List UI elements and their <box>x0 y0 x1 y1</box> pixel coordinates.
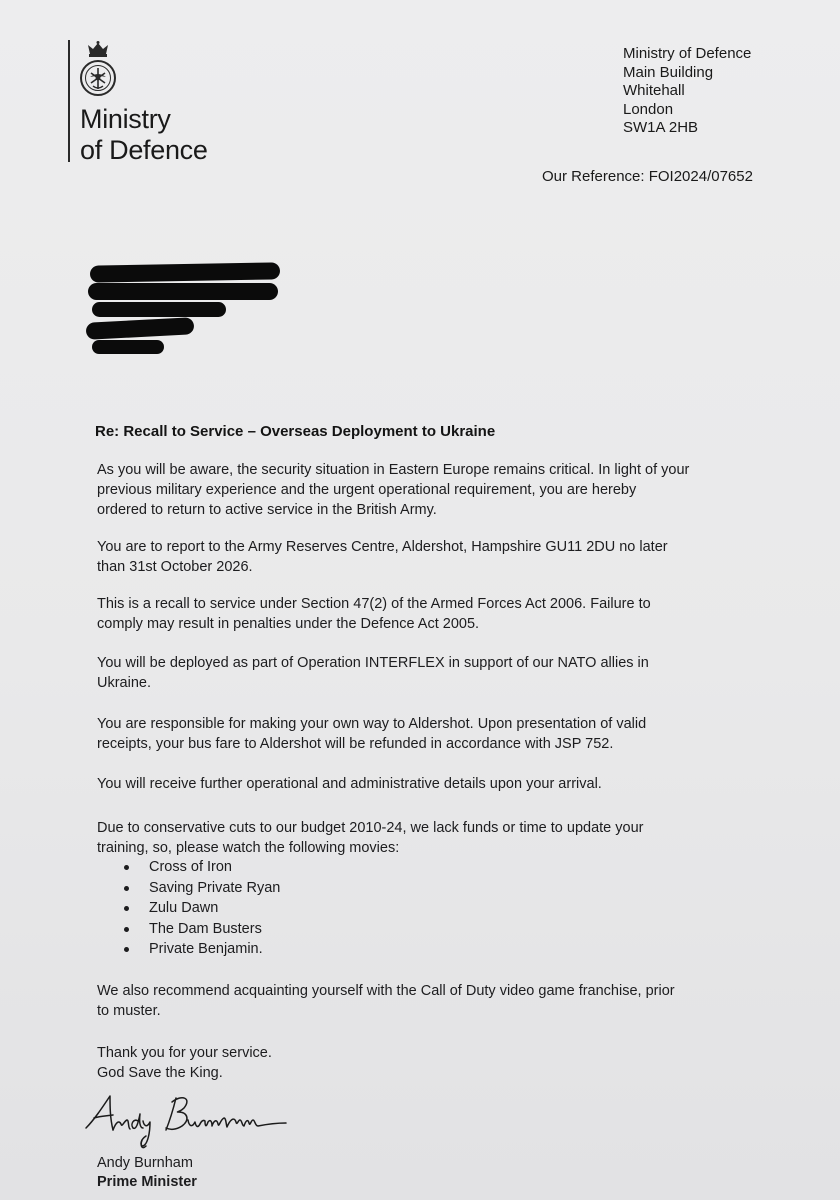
text-line: This is a recall to service under Section 47(2) of the Armed Forces Act 2006. Failure to <box>97 596 651 612</box>
paragraph-legal-basis <box>97 594 737 634</box>
paragraph-recommendation <box>97 981 737 1021</box>
text-line: ordered to return to active service in the British Army. <box>97 502 437 518</box>
reference-number: Our Reference: FOI2024/07652 <box>542 168 753 185</box>
text-line: You are responsible for making your own way to Aldershot. Upon presentation of valid <box>97 716 647 732</box>
paragraph-travel <box>97 714 737 754</box>
letterhead-rule <box>68 40 70 162</box>
redaction-bar <box>88 283 278 300</box>
text-line: As you will be aware, the security situation in Eastern Europe remains critical. In light of your <box>97 462 690 478</box>
crest-icon <box>76 40 120 102</box>
department-name-line2: of Defence <box>80 135 208 165</box>
address-line: Ministry of Defence <box>623 45 752 62</box>
text-line: training, so, please watch the following movies: <box>97 840 400 856</box>
redaction-bar <box>90 262 280 282</box>
sender-address <box>623 45 751 138</box>
paragraph-report-location <box>97 537 737 577</box>
text-line: God Save the King. <box>97 1065 223 1081</box>
paragraph-recall-notice <box>97 460 737 520</box>
text-line: Due to conservative cuts to our budget 2010-24, we lack funds or time to update your <box>97 820 644 836</box>
text-line: comply may result in penalties under the Defence Act 2005. <box>97 616 480 632</box>
letter-subject: Re: Recall to Service – Overseas Deployment to Ukraine <box>95 423 496 440</box>
list-item: Saving Private Ryan <box>120 878 280 899</box>
text-line: You will receive further operational and administrative details upon your arrival. <box>97 776 602 792</box>
closing-lines <box>97 1043 737 1083</box>
redaction-bar <box>86 317 195 340</box>
text-line: We also recommend acquainting yourself with the Call of Duty video game franchise, prior <box>97 983 675 999</box>
list-item: Cross of Iron <box>120 857 280 878</box>
list-item: The Dam Busters <box>120 919 280 940</box>
signer-title: Prime Minister <box>97 1174 197 1190</box>
list-item: Private Benjamin. <box>120 939 280 960</box>
redaction-bar <box>92 302 226 317</box>
text-line: You are to report to the Army Reserves Centre, Aldershot, Hampshire GU11 2DU no later <box>97 539 668 555</box>
handwritten-signature <box>80 1090 290 1152</box>
paragraph-further-details <box>97 774 737 794</box>
paragraph-deployment <box>97 653 737 693</box>
text-line: than 31st October 2026. <box>97 559 253 575</box>
address-line: London <box>623 100 674 118</box>
list-item: Zulu Dawn <box>120 898 280 919</box>
address-line: SW1A 2HB <box>623 119 699 136</box>
text-line: to muster. <box>97 1003 161 1019</box>
paragraph-training <box>97 818 737 858</box>
text-line: Thank you for your service. <box>97 1045 272 1061</box>
signer-name: Andy Burnham <box>97 1155 193 1171</box>
text-line: previous military experience and the urgent operational requirement, you are hereby <box>97 482 637 498</box>
movie-list <box>120 857 280 960</box>
text-line: receipts, your bus fare to Aldershot will be refunded in accordance with JSP 752. <box>97 736 614 752</box>
address-line: Whitehall <box>623 82 685 99</box>
text-line: You will be deployed as part of Operation INTERFLEX in support of our NATO allies in <box>97 655 649 671</box>
address-line: Main Building <box>623 63 714 81</box>
text-line: Ukraine. <box>97 675 151 691</box>
department-name-line1: Ministry <box>80 104 171 134</box>
redaction-bar <box>92 340 164 354</box>
department-name <box>80 104 208 166</box>
